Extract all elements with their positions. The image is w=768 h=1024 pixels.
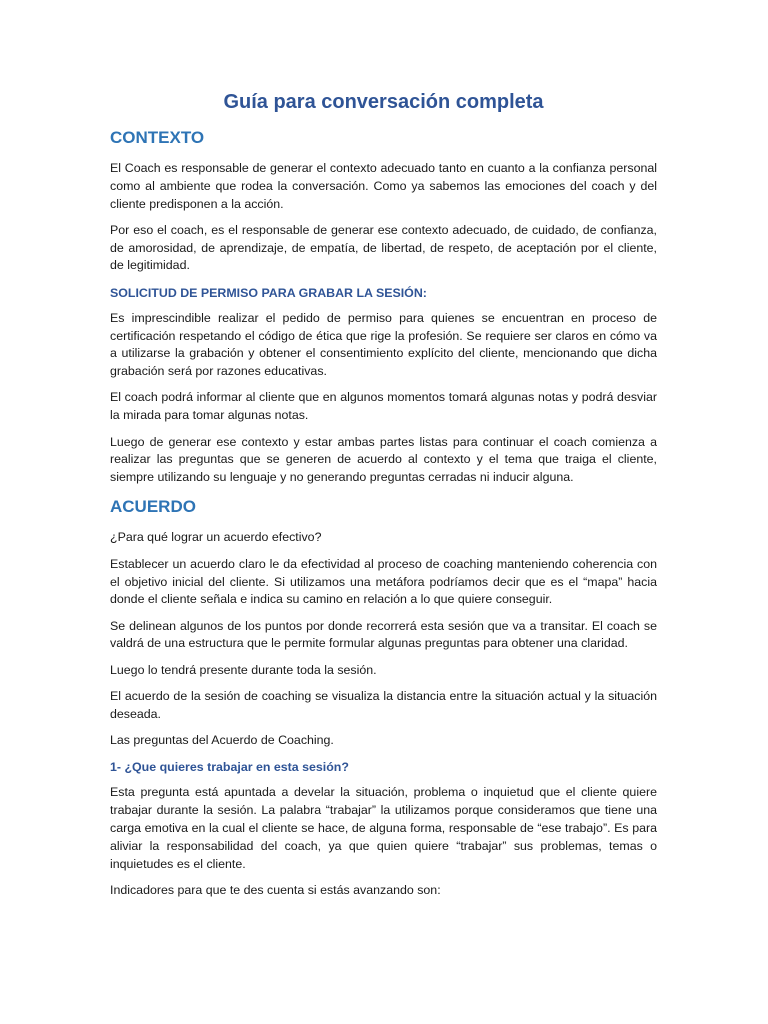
contexto-paragraph-2: Por eso el coach, es el responsable de generar ese contexto adecuado, de cuidado, de confianza, de amorosidad, de aprendizaje, de empatía, de libertad, de respeto, de aceptación por el cliente, de legitimidad. <box>110 222 657 273</box>
contexto-paragraph-1: El Coach es responsable de generar el contexto adecuado tanto en cuanto a la confianza personal como al ambiente que rodea la conversación. Como ya sabemos las emociones del coach y del cliente predisponen a la acción. <box>110 161 657 211</box>
subheading-question-1: 1- ¿Que quieres trabajar en esta sesión? <box>110 760 349 775</box>
contexto-paragraph-3: Es imprescindible realizar el pedido de permiso para quienes se encuentran en proceso de certificación respetando el código de ética que rige la profesión. Se requiere ser claros en cómo va a utilizarse la grabación y obtener el consentimiento explícito del cliente, mencionando que dicha grabación será por razones educativas. <box>110 310 657 379</box>
section-heading-acuerdo: ACUERDO <box>110 497 196 517</box>
subheading-solicitud-permiso: SOLICITUD DE PERMISO PARA GRABAR LA SESIÓN: <box>110 285 427 300</box>
acuerdo-paragraph-4: Luego lo tendrá presente durante toda la sesión. <box>110 662 377 677</box>
contexto-paragraph-5: Luego de generar ese contexto y estar ambas partes listas para continuar el coach comienza a realizar las preguntas que se generen de acuerdo al contexto y el tema que traiga el cliente, siempre utilizando su lenguaje y no generando preguntas cerradas ni inducir alguna. <box>110 434 657 485</box>
acuerdo-paragraph-6: Las preguntas del Acuerdo de Coaching. <box>110 733 334 748</box>
acuerdo-paragraph-3: Se delinean algunos de los puntos por donde recorrerá esta sesión que va a transitar. El coach se valdrá de una estructura que le permite formular algunas preguntas para obtener una claridad. <box>110 618 657 651</box>
acuerdo-paragraph-8: Indicadores para que te des cuenta si estás avanzando son: <box>110 882 441 897</box>
section-heading-contexto: CONTEXTO <box>110 128 205 147</box>
document-page <box>110 88 657 908</box>
acuerdo-paragraph-5: El acuerdo de la sesión de coaching se visualiza la distancia entre la situación actual y la situación deseada. <box>110 689 657 721</box>
document-title: Guía para conversación completa <box>223 91 544 113</box>
acuerdo-paragraph-1: ¿Para qué lograr un acuerdo efectivo? <box>110 530 322 545</box>
acuerdo-paragraph-7: Esta pregunta está apuntada a develar la situación, problema o inquietud que el cliente quiere trabajar durante la sesión. La palabra “trabajar” la utilizamos porque consideramos que tiene una carga emotiva en la cual el cliente se hace, de alguna forma, responsable de “ese trabajo”. Es para aliviar la responsabilidad del coach, ya que quien quiere “trabajar” sus problemas, temas o inquietudes es el cliente. <box>110 785 657 871</box>
acuerdo-paragraph-2: Establecer un acuerdo claro le da efectividad al proceso de coaching manteniendo coherencia con el objetivo inicial del cliente. Si utilizamos una metáfora podríamos decir que es el “mapa” hacia donde el cliente señala e indica su camino en relación a lo que quiere conseguir. <box>110 556 657 607</box>
contexto-paragraph-4: El coach podrá informar al cliente que en algunos momentos tomará algunas notas y podrá desviar la mirada para tomar algunas notas. <box>110 390 657 423</box>
